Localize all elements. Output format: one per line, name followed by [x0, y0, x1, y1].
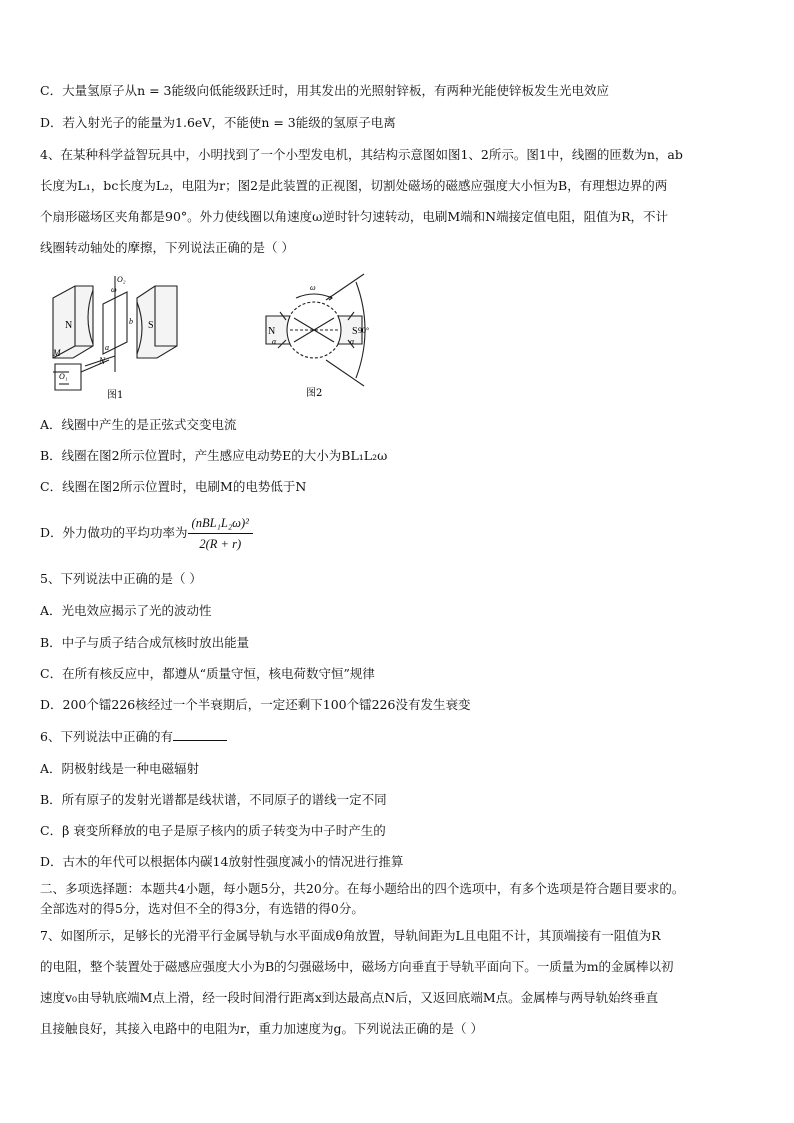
- option-c-previous: C．大量氢原子从n = 3能级向低能级跃迁时，用其发出的光照射锌板，有两种光能使锌板发生光电效应: [40, 83, 609, 98]
- q4-stem-line-3: 个扇形磁场区夹角都是90°。外力使线圈以角速度ω逆时针匀速转动，电刷M端和N端接定值电阻，阻值为R，不计: [40, 209, 668, 224]
- fig1-label-b: b: [129, 317, 133, 326]
- q4-option-c: C．线圈在图2所示位置时，电刷M的电势低于N: [40, 479, 307, 494]
- figure-1-generator: [45, 268, 185, 402]
- q6-option-c: C．β 衰变所释放的电子是原子核内的质子转变为中子时产生的: [40, 823, 386, 838]
- q4-option-d-denominator: 2(R + r): [199, 537, 242, 551]
- q6-option-a: A．阴极射线是一种电磁辐射: [40, 761, 200, 776]
- fig1-label-omega: ω: [111, 285, 117, 294]
- figure-1-caption: 图1: [107, 390, 124, 401]
- section-2-line-1: 二、多项选择题：本题共4小题，每小题5分，共20分。在每小题给出的四个选项中，有多个选项是符合题目要求的。: [40, 881, 685, 896]
- q4-option-d-numerator: (nBL₁L₂ω)²: [188, 513, 253, 534]
- q6-option-b: B．所有原子的发射光谱都是线状谱，不同原子的谱线一定不同: [40, 792, 387, 807]
- figure-2-front-view: [260, 272, 380, 400]
- fig1-label-a: a: [105, 343, 109, 352]
- option-d-previous: D．若入射光子的能量为1.6eV，不能使n = 3能级的氢原子电离: [40, 115, 396, 130]
- fig2-label-omega: ω: [310, 283, 316, 292]
- fig2-label-s: S: [352, 326, 358, 337]
- fig2-label-angle: 90°: [358, 326, 370, 335]
- fig2-label-n: N: [268, 326, 276, 337]
- q5-option-c: C．在所有核反应中，都遵从“质量守恒，核电荷数守恒”规律: [40, 666, 375, 681]
- q6-stem-text: 6、下列说法中正确的有: [40, 729, 173, 744]
- fig1-label-m: M: [53, 348, 61, 358]
- q4-option-d: [40, 512, 764, 554]
- fig1-label-nn: N: [99, 356, 106, 366]
- q7-stem-line-1: 7、如图所示，足够长的光滑平行金属导轨与水平面成θ角放置，导轨间距为L且电阻不计，其顶端接有一阻值为R: [40, 928, 661, 943]
- q4-option-d-fraction: [188, 513, 253, 554]
- fig1-label-s: S: [148, 320, 154, 331]
- q7-stem-line-3: 速度v₀由导轨底端M点上滑，经一段时间滑行距离x到达最高点N后，又返回底端M点。金属棒与两导轨始终垂直: [40, 990, 659, 1005]
- q4-stem-line-2: 长度为L₁，bc长度为L₂，电阻为r；图2是此装置的正视图，切割处磁场的磁感应强度大小恒为B，有理想边界的两: [40, 178, 668, 193]
- q5-option-d: D．200个镭226核经过一个半衰期后，一定还剩下100个镭226没有发生衰变: [40, 697, 471, 712]
- fig1-label-o1: O₁: [59, 372, 68, 381]
- q6-option-d: D．古木的年代可以根据体内碳14放射性强度减小的情况进行推算: [40, 854, 404, 869]
- q5-option-b: B．中子与质子结合成氘核时放出能量: [40, 635, 250, 650]
- q5-option-a: A．光电效应揭示了光的波动性: [40, 603, 212, 618]
- q4-stem-line-1: 4、在某种科学益智玩具中，小明找到了一个小型发电机，其结构示意图如图1、2所示。图1中，线圈的匝数为n，ab: [40, 147, 683, 162]
- q5-stem: 5、下列说法中正确的是（ ）: [40, 571, 202, 586]
- q4-stem-line-4: 线圈转动轴处的摩擦，下列说法正确的是（ ）: [40, 240, 294, 255]
- q6-stem: [40, 728, 764, 746]
- figure-2-caption: 图2: [306, 388, 323, 399]
- fig1-label-n: N: [65, 320, 73, 331]
- section-2-line-2: 全部选对的得5分，选对但不全的得3分，有选错的得0分。: [40, 901, 364, 916]
- q6-answer-blank: [173, 728, 227, 741]
- fig1-label-o2: O₂: [117, 275, 126, 284]
- fig2-label-alpha-left: α: [272, 337, 277, 346]
- q4-option-d-text: D．外力做功的平均功率为: [40, 525, 188, 540]
- fig2-label-alpha-right: α: [350, 337, 355, 346]
- q4-option-a: A．线圈中产生的是正弦式交变电流: [40, 417, 237, 432]
- q4-option-b: B．线圈在图2所示位置时，产生感应电动势E的大小为BL₁L₂ω: [40, 448, 388, 463]
- q7-stem-line-2: 的电阻，整个装置处于磁感应强度大小为B的匀强磁场中，磁场方向垂直于导轨平面向下。一质量为m的金属棒以初: [40, 959, 674, 974]
- q7-stem-line-4: 且接触良好，其接入电路中的电阻为r，重力加速度为g。下列说法正确的是（ ）: [40, 1021, 483, 1036]
